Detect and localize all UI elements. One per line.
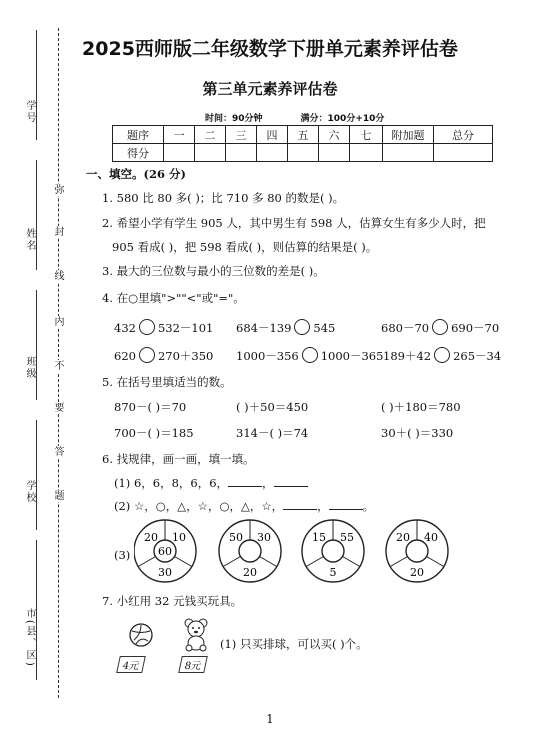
compare-item [114,319,213,336]
compare-right: 265－34 [453,349,502,363]
question-6-3: (3) [114,548,131,562]
q6-1-text: (1) 6，6，8，6，6， [114,476,229,490]
table-cell: 七 [350,126,383,144]
wheel-value: 5 [329,566,337,579]
score-input[interactable] [350,144,383,162]
seal-char: 封 [52,226,63,238]
compare-right: 1000－365 [320,349,384,363]
question-2-cont: 905 看成( )，把 598 看成( )，则估算的结果是( )。 [112,240,378,254]
compare-circle[interactable] [139,319,155,335]
seal-char: 不 [52,360,63,372]
question-4: 4. 在○里填">""<"或"="。 [102,291,245,305]
teddy-bear-icon [180,616,212,652]
wheel-value: 20 [144,531,158,544]
answer-blank[interactable] [228,486,262,487]
score-input[interactable] [319,144,350,162]
class-field[interactable] [36,290,37,400]
question-7-1: (1) 只买排球，可以买( )个。 [220,637,368,651]
score-input[interactable] [164,144,195,162]
seal-char: 要 [52,402,63,414]
question-3: 3. 最大的三位数与最小的三位数的差是( )。 [102,264,325,278]
table-cell: 二 [195,126,226,144]
page-title: 2025西师版二年级数学下册单元素养评估卷 [82,38,458,60]
wheel-value: 30 [158,566,172,579]
volleyball-icon [128,622,154,648]
compare-item [114,347,213,364]
exam-meta [205,111,422,124]
school-label: 学校 [24,480,35,504]
page-subtitle: 第三单元素养评估卷 [202,80,338,98]
number-wheel [219,520,281,582]
name-label: 姓名 [24,228,35,252]
table-cell: 题序 [113,126,164,144]
compare-right: 532－101 [157,321,214,335]
compare-left: 620 [114,349,136,363]
wheel-center: 60 [158,545,172,558]
answer-blank[interactable] [283,509,317,510]
wheel-value: 30 [257,531,271,544]
fill-item[interactable]: 30＋( )＝330 [381,426,454,440]
name-field[interactable] [36,160,37,270]
price-tag-ball: 4元 [116,656,146,673]
table-cell: 总分 [434,126,493,144]
question-6-1: (1) 6，6，8，6，6， ， [114,476,308,491]
number-wheel [134,520,196,582]
seal-char: 内 [52,316,63,328]
seal-char: 弥 [52,184,63,196]
fill-item[interactable]: ( )＋180＝780 [381,400,461,414]
section-heading: 一、填空。(26 分) [86,167,186,181]
answer-blank[interactable] [274,486,308,487]
wheel-value: 20 [410,566,424,579]
time-limit: 时间：90分钟 [205,114,263,124]
compare-right: 545 [313,321,336,335]
fill-item[interactable]: ( )＋50＝450 [236,400,309,414]
table-row [113,144,493,162]
question-5: 5. 在括号里填适当的数。 [102,375,232,389]
compare-left: 432 [114,321,136,335]
score-input[interactable] [195,144,226,162]
table-cell: 六 [319,126,350,144]
table-row [113,126,493,144]
compare-right: 690－70 [451,321,500,335]
page-number: 1 [266,712,274,726]
fill-item[interactable]: 700－( )＝185 [114,426,194,440]
full-score: 满分：100分+10分 [300,114,385,124]
city-label: 市(县、区) [24,608,35,668]
question-6: 6. 找规律，画一画，填一填。 [102,452,255,466]
compare-left: 680－70 [381,321,430,335]
table-cell: 附加题 [383,126,434,144]
question-2: 2. 希望小学有学生 905 人，其中男生有 598 人，估算女生有多少人时，把 [102,216,486,230]
wheel-value: 20 [243,566,257,579]
city-field[interactable] [36,540,37,680]
class-label: 班级 [24,356,35,380]
compare-left: 189＋42 [383,349,432,363]
student-id-label: 学号 [24,100,35,124]
score-input[interactable] [288,144,319,162]
score-input[interactable] [257,144,288,162]
question-7: 7. 小红用 32 元钱买玩具。 [102,594,243,608]
question-6-2: (2) ☆，○，△，☆，○，△，☆， ， 。 [114,499,375,513]
compare-circle[interactable] [139,347,155,363]
table-cell: 四 [257,126,288,144]
compare-circle[interactable] [434,347,450,363]
fill-item[interactable]: 870－( )＝70 [114,400,187,414]
question-1: 1. 580 比 80 多( )；比 710 多 80 的数是( )。 [102,191,345,205]
table-cell: 得分 [113,144,164,162]
table-cell: 三 [226,126,257,144]
compare-circle[interactable] [432,319,448,335]
compare-item [236,347,383,364]
score-input[interactable] [383,144,434,162]
seal-char: 线 [52,270,63,282]
number-wheel [386,520,448,582]
score-input[interactable] [226,144,257,162]
compare-right: 270＋350 [157,349,214,363]
seal-char: 题 [52,490,63,502]
school-field[interactable] [36,420,37,530]
compare-left: 1000－356 [236,349,299,363]
compare-item [236,319,335,336]
wheel-value: 20 [396,531,410,544]
q6-2-text: (2) ☆，○，△，☆，○，△，☆， [114,499,284,513]
score-input[interactable] [434,144,493,162]
score-table [112,125,493,162]
answer-blank[interactable] [329,509,363,510]
seal-char: 答 [52,446,63,458]
compare-circle[interactable] [294,319,310,335]
compare-item [383,347,501,364]
price-tag-bear: 8元 [178,656,208,673]
wheel-value: 15 [312,531,326,544]
number-wheel [302,520,364,582]
wheel-value: 55 [340,531,354,544]
wheel-value: 40 [424,531,438,544]
wheel-diagrams [134,518,464,584]
wheel-value: 50 [229,531,243,544]
compare-circle[interactable] [302,347,318,363]
compare-left: 684－139 [236,321,292,335]
table-cell: 一 [164,126,195,144]
wheel-value: 10 [172,531,186,544]
table-cell: 五 [288,126,319,144]
compare-item [381,319,499,336]
fill-item[interactable]: 314－( )＝74 [236,426,309,440]
